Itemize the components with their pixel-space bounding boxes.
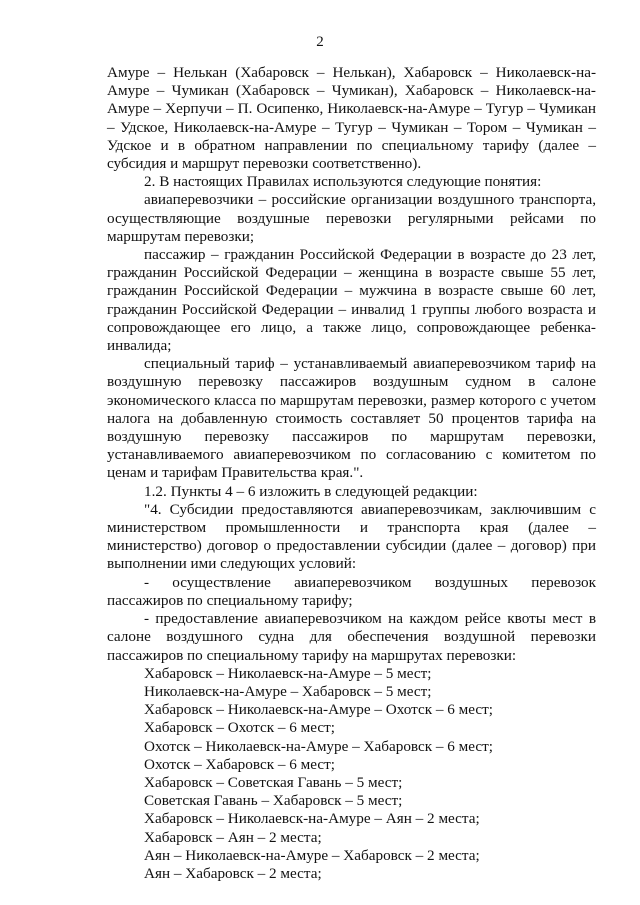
route-item: Охотск – Хабаровск – 6 мест; (144, 755, 335, 773)
route-item: Аян – Хабаровск – 2 места; (144, 864, 322, 882)
route-item: Николаевск-на-Амуре – Хабаровск – 5 мест; (144, 682, 432, 700)
paragraph-def-passenger: пассажир – гражданин Российской Федерации в возрасте до 23 лет, гражданин Российской Федерации – женщина в возрасте свыше 55 лет, гражданин Российской Федерации – мужчина в возрасте свыше 60 лет, гражданин Российской Федерации – инвалид 1 группы любого возраста и сопровождающее его лицо, а также лицо, сопровождающее ребенка-инвалида; (107, 246, 596, 355)
paragraph-2-definitions: 2. В настоящих Правилах используются следующие понятия: (144, 173, 542, 191)
route-item: Хабаровск – Николаевск-на-Амуре – Охотск – 6 мест; (144, 701, 494, 719)
route-item: Хабаровск – Николаевск-на-Амуре – 5 мест; (144, 664, 432, 682)
route-item: Советская Гавань – Хабаровск – 5 мест; (144, 792, 403, 810)
paragraph-condition-2: - предоставление авиаперевозчиком на каждом рейсе квоты мест в салоне воздушного судна для обеспечения воздушной перевозки пассажиров по специальному тарифу на маршрутах перевозки: (107, 610, 596, 664)
paragraph-def-special-tariff: специальный тариф – устанавливаемый авиаперевозчиком тариф на воздушную перевозку пассажиров воздушным судном в салоне экономического класса по маршрутам перевозки, размер которого с учетом налога на добавленную стоимость составляет 50 процентов тарифа на воздушную перевозку пассажиров по маршрутам перевозки, устанавливаемого авиаперевозчиком по согласованию с комитетом по ценам и тарифам Правительства края.". (107, 355, 596, 482)
paragraph-4-subsidies: "4. Субсидии предоставляются авиаперевозчикам, заключившим с министерством промышленности и транспорта края (далее – министерство) договор о предоставлении субсидии (далее – договор) при выполнении ими следующих условий: (107, 500, 596, 573)
document-body (107, 64, 596, 883)
route-item: Хабаровск – Советская Гавань – 5 мест; (144, 773, 403, 791)
route-item: Хабаровск – Аян – 2 места; (144, 828, 322, 846)
paragraph-1-2: 1.2. Пункты 4 – 6 изложить в следующей редакции: (144, 482, 478, 500)
route-item: Хабаровск – Охотск – 6 мест; (144, 719, 335, 737)
paragraph-condition-1: - осуществление авиаперевозчиком воздушных перевозок пассажиров по специальному тарифу; (107, 573, 596, 609)
route-item: Хабаровск – Николаевск-на-Амуре – Аян – 2 места; (144, 810, 480, 828)
route-item: Аян – Николаевск-на-Амуре – Хабаровск – 2 места; (144, 846, 480, 864)
route-list (107, 665, 596, 883)
paragraph-def-carriers: авиаперевозчики – российские организации воздушного транспорта, осуществляющие воздушные перевозки регулярными рейсами по маршрутам перевозки; (107, 191, 596, 245)
page-number: 2 (316, 34, 324, 50)
paragraph-continuation: Амуре – Нелькан (Хабаровск – Нелькан), Хабаровск – Николаевск-на-Амуре – Чумикан (Хабаровск – Чумикан), Хабаровск – Николаевск-на-Амуре – Херпучи – П. Осипенко, Николаевск-на-Амуре – Тугур – Чумикан – Удское, Николаевск-на-Амуре – Тугур – Чумикан – Тором – Чумикан – Удское и в обратном направлении по специальному тарифу (далее – субсидия и маршрут перевозки соответственно). (107, 64, 596, 173)
route-item: Охотск – Николаевск-на-Амуре – Хабаровск – 6 мест; (144, 737, 494, 755)
